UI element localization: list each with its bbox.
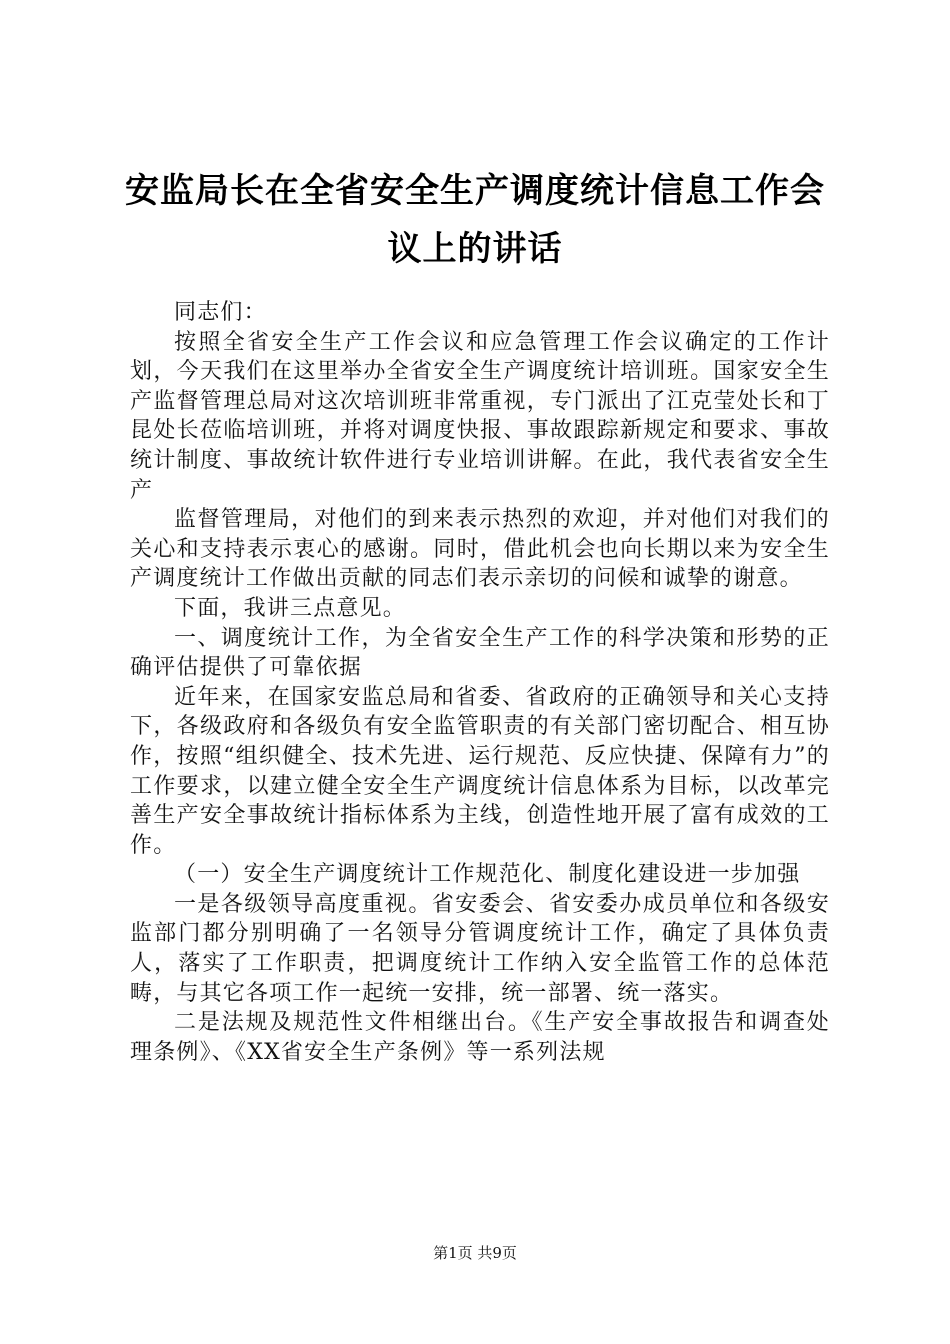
title-line-1: 安监局长在全省安全生产调度统计信息工作会	[125, 171, 825, 211]
title-line-2: 议上的讲话	[387, 229, 563, 269]
paragraph: 近年来，在国家安监总局和省委、省政府的正确领导和关心支持下，各级政府和各级负有安全监管职责的有关部门密切配合、相互协作，按照“组织健全、技术先进、运行规范、反应快捷、保障有力”的工作要求，以建立健全安全生产调度统计信息体系为目标，以改革完善生产安全事故统计指标体系为主线，创造性地开展了富有成效的工作。	[130, 684, 830, 858]
section-heading: 一、调度统计工作，为全省安全生产工作的科学决策和形势的正确评估提供了可靠依据	[130, 625, 830, 681]
subsection-heading: （一）安全生产调度统计工作规范化、制度化建设进一步加强	[174, 862, 801, 888]
paragraph: 按照全省安全生产工作会议和应急管理工作会议确定的工作计划，今天我们在这里举办全省安全生产调度统计培训班。国家安全生产监督管理总局对这次培训班非常重视，专门派出了江克莹处长和丁昆处长莅临培训班，并将对调度快报、事故跟踪新规定和要求、事故统计制度、事故统计软件进行专业培训讲解。在此，我代表省安全生产	[130, 329, 830, 503]
document-body	[130, 298, 830, 1067]
paragraph: 监督管理局，对他们的到来表示热烈的欢迎，并对他们对我们的关心和支持表示衷心的感谢。同时，借此机会也向长期以来为安全生产调度统计工作做出贡献的同志们表示亲切的问候和诚挚的谢意。	[130, 507, 830, 592]
salutation: 同志们：	[174, 300, 267, 325]
paragraph: 下面，我讲三点意见。	[174, 595, 407, 621]
paragraph: 一是各级领导高度重视。省安委会、省安委办成员单位和各级安监部门都分别明确了一名领导分管调度统计工作，确定了具体负责人，落实了工作职责，把调度统计工作纳入安全监管工作的总体范畴，与其它各项工作一起统一安排，统一部署、统一落实。	[130, 891, 830, 1006]
paragraph: 二是法规及规范性文件相继出台。《生产安全事故报告和调查处理条例》、《XX省安全生产条例》等一系列法规	[130, 1010, 830, 1065]
document-title	[120, 162, 830, 278]
page-footer: 第1页 共9页	[433, 1244, 517, 1262]
